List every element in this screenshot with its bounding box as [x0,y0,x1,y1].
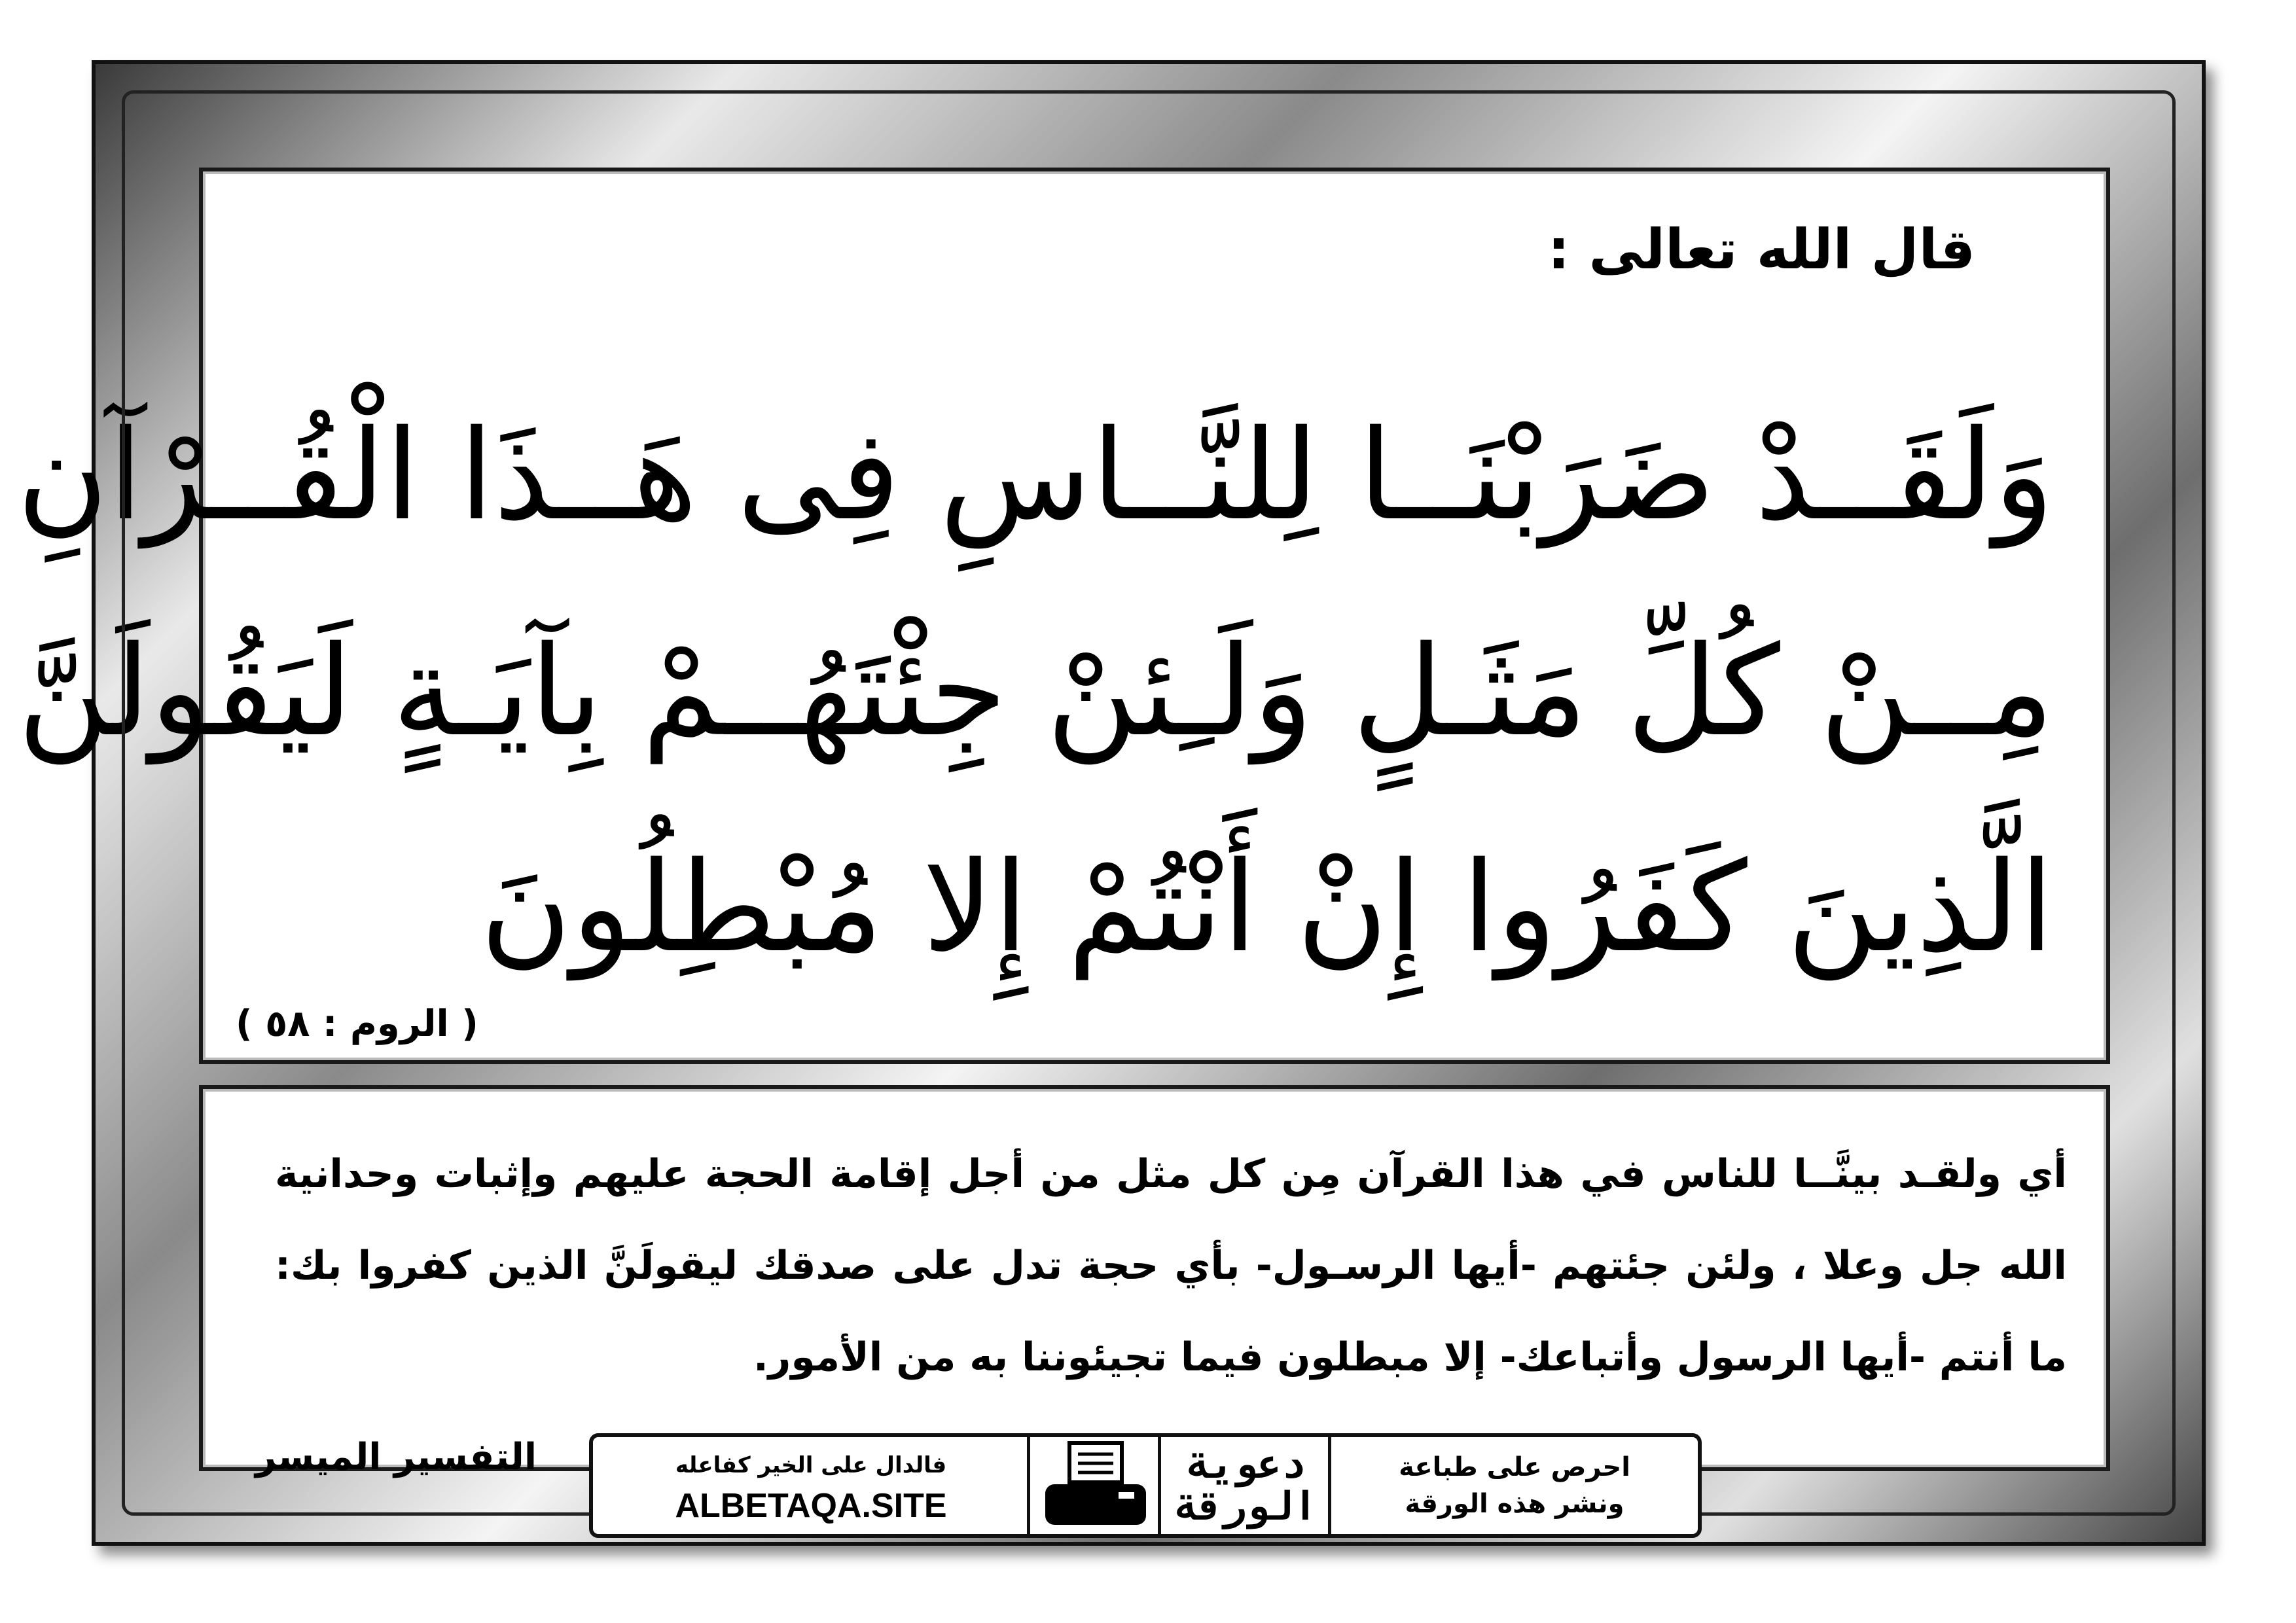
verse-line-2: مِــنْ كُلِّ مَثَـلٍ وَلَـِئنْ جِئْتَهُــمْ بِآيَـةٍ لَيَقُولَنَّ [17,619,2054,764]
print-reminder-line-2: ونشر هذه الورقة [1405,1489,1624,1519]
logo-line-1: دعوية [1187,1442,1306,1488]
printer-icon-svg [1040,1440,1151,1531]
quran-verse [16,368,2054,1016]
site-logo [1158,1437,1331,1534]
printer-icon [1027,1437,1161,1534]
site-info [592,1437,1030,1534]
print-reminder-line-1: احرص على طباعة [1399,1452,1630,1482]
print-reminder [1328,1437,1698,1534]
verse-line-1: وَلَقَــدْ ضَرَبْنَــا لِلنَّــاسِ فِى هَــذَا الْقُــرْآنِ [16,403,2054,548]
logo-line-2: الورقة [1175,1484,1318,1529]
footer-bar [589,1433,1702,1538]
site-link[interactable]: ALBETAQA.SITE [675,1487,947,1525]
guide-text: فالدال على الخير كفاعله [675,1452,947,1478]
verse-intro: قال الله تعالى : [1547,217,1975,281]
verse-panel [16,168,2110,1064]
verse-line-3: الَّذِينَ كَفَرُوا إِنْ أَنْتُمْ إِلا مُبْطِلُونَ [480,835,2054,980]
verse-reference: ( الروم : ٥٨ ) [236,1003,478,1045]
tafsir-source: التفسير الميسر [255,1436,537,1478]
tafsir-panel [199,1085,2110,1478]
tafsir-text: أي ولقـد بينَّــا للناس في هذا القرآن مِن كل مثل من أجل إقامة الحجة عليهم وإثبات وحدانية الله جل وعلا ، ولئن جئتهم -أيها الرسـول- بأي حجة تدل على صدقك ليقولَنَّ الذين كفروا بك: ما أنتم -أيها الرسول وأتباعك- إلا مبطلون فيما تجيئوننا به من الأمور. [275,1151,2067,1380]
silver-frame [16,60,2206,1546]
